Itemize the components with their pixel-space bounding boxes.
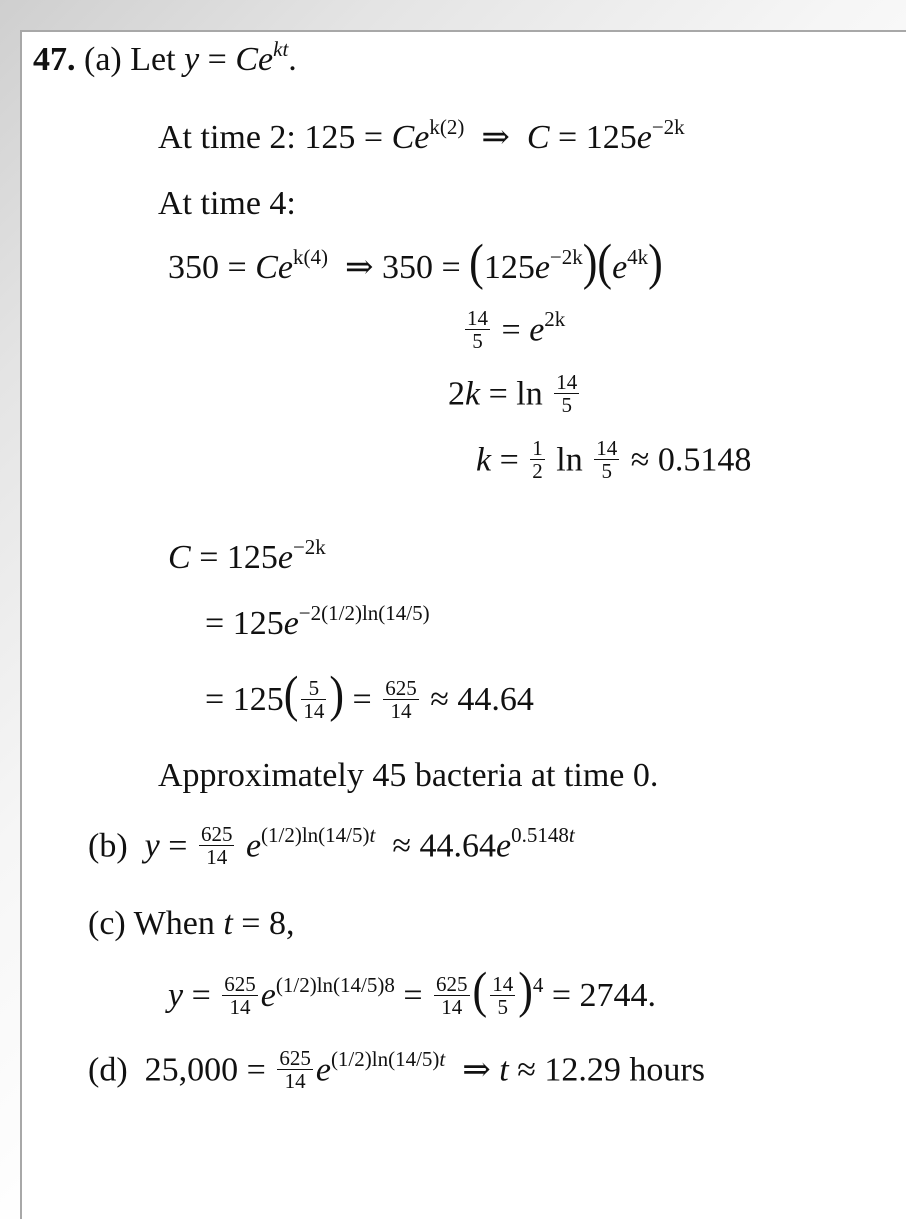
exp-half-ln-t: (1/2)ln(14/5)t [261, 823, 376, 848]
line-14-5-eq-e2k: $\frac{14}{5}$ = $e^{2k}$ [467, 306, 566, 353]
fraction-625-14: $\frac{625}{14}$ [224, 971, 256, 1019]
line-k-value: k = $\frac{1}{2}$ ln $\frac{14}{5}$ ≈ 0.5148 [476, 436, 752, 483]
exp-minus-2k: −2k [651, 115, 685, 139]
exp-minus-2k: −2k [292, 535, 326, 559]
exp-kt: kt [273, 37, 289, 61]
line-part-c: (c) When t = 8, [88, 905, 295, 942]
line-part-d: (d) 25,000 = $\frac{625}{14}$ $e^{(1/2)ln(14/5)t}$ ⇒ t ≈ 12.29 hours [88, 1046, 705, 1093]
exp-long: −2(1/2)ln(14/5) [298, 601, 430, 625]
exp-k2: k(2) [429, 115, 465, 139]
fraction-625-14: $\frac{625}{14}$ [200, 822, 233, 869]
exp-half-ln-8: (1/2)ln(14/5)8 [275, 973, 395, 997]
fraction-14-5: $\frac{14}{5}$ [596, 436, 618, 483]
hours-word: hours [629, 1051, 705, 1089]
line-C-value: = 125( $\frac{5}{14}$ ) = $\frac{625}{14}$ ≈ 44.64 [205, 666, 534, 723]
fraction-14-5: $\frac{14}{5}$ [556, 370, 578, 417]
exp-0-5148t: 0.5148t [511, 823, 575, 848]
fraction-14-5: $\frac{14}{5}$ [492, 971, 514, 1019]
approx-45-sentence: Approximately 45 bacteria at time 0. [158, 757, 659, 794]
part-d-label: (d) [88, 1051, 128, 1089]
fraction-14-5: $\frac{14}{5}$ [467, 306, 488, 353]
num-125: 125 [226, 539, 278, 576]
line-at-time-2: At time 2: $125 = Ce^{k(2)}$ ⇒ $C = 125e^{-2k}$ [158, 115, 685, 156]
exp-k4: k(4) [292, 245, 328, 269]
line-a-let: 47. (a) Let $y = Ce^{kt}$. [33, 37, 297, 78]
fraction-625-14: $\frac{625}{14}$ [385, 675, 417, 723]
num-350: 350 [168, 249, 219, 286]
part-b-label: (b) [88, 827, 128, 865]
at-time-4-label: At time 4: [158, 185, 296, 222]
exp-2k: 2k [544, 307, 566, 332]
line-approx-45 [158, 756, 658, 796]
fraction-1-2: $\frac{1}{2}$ [532, 436, 543, 483]
num-125: 125 [232, 605, 284, 642]
line-350-equation: $350 = Ce^{k(4)}$ ⇒ $350 = (125e^{-2k})(e^{4k})$ [168, 234, 663, 291]
num-125: 125 [585, 119, 637, 156]
result-2744: 2744. [579, 977, 657, 1014]
line-part-b: (b) y = $\frac{625}{14}$ $e^{(1/2)ln(14/5)t} \approx 44.64e^{0.5148t}$ [88, 822, 575, 869]
num-25000: 25,000 [144, 1051, 239, 1089]
fraction-625-14: $\frac{625}{14}$ [279, 1046, 311, 1093]
problem-number: 47. [33, 41, 76, 78]
num-125: 125 [232, 681, 284, 718]
fraction-625-14: $\frac{625}{14}$ [436, 971, 468, 1019]
line-2k-ln: 2k = ln $\frac{14}{5}$ [448, 370, 578, 417]
t-value: 8, [268, 905, 295, 942]
when-word: When [133, 905, 215, 942]
t-approx-value: 12.29 [544, 1051, 621, 1089]
line-C-substitution: = $125e^{-2(1/2)ln(14/5)}$ [205, 601, 430, 642]
exp-4: 4 [532, 973, 544, 997]
num-125: 125 [304, 119, 356, 156]
let-word: Let [130, 41, 176, 78]
part-c-label: (c) [88, 905, 126, 942]
solution-page [20, 30, 906, 1219]
num-125: 125 [483, 249, 535, 286]
c-approx-value: 44.64 [457, 681, 534, 718]
exp-half-ln-t: (1/2)ln(14/5)t [330, 1047, 446, 1072]
k-approx-value: 0.5148 [657, 441, 752, 479]
part-a-label: (a) [84, 41, 122, 78]
num-350: 350 [381, 249, 433, 286]
line-C-def: $C = 125e^{-2k}$ [168, 535, 326, 576]
at-time-2-label: At time 2: [158, 119, 296, 156]
line-at-time-4 [158, 184, 296, 224]
exp-4k: 4k [627, 245, 649, 269]
part-b-coefficient: 44.64 [419, 827, 497, 865]
exp-minus-2k: −2k [549, 245, 583, 269]
line-y-2744: y = $\frac{625}{14}$ $e^{(1/2)ln(14/5)8}$ = $\frac{625}{14}$ ( $\frac{14}{5}$ )$^4$ = 2744. [168, 962, 657, 1019]
fraction-5-14: $\frac{5}{14}$ [303, 675, 325, 723]
